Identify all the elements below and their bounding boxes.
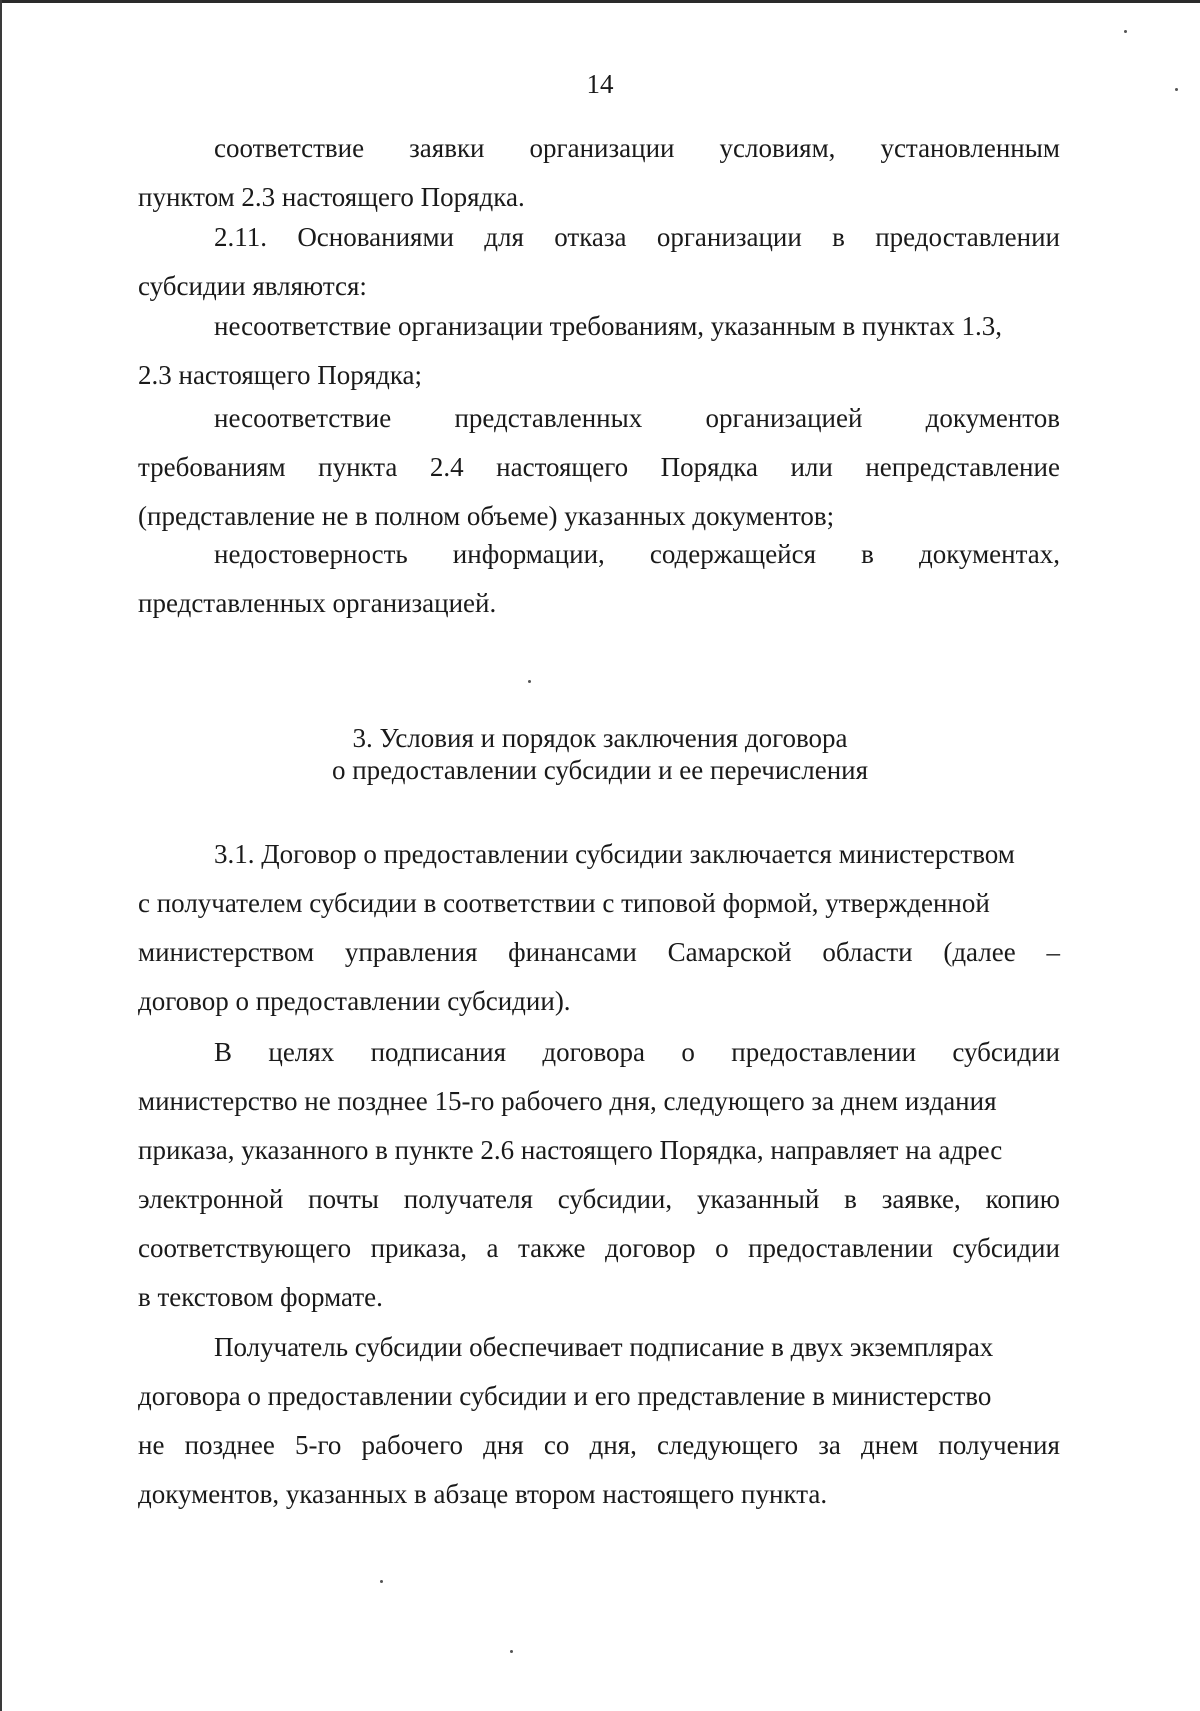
word: получения — [938, 1430, 1060, 1460]
text-line — [138, 928, 1060, 977]
word: Порядка — [660, 452, 758, 482]
word: не — [138, 1430, 165, 1460]
word: предоставлении — [731, 1037, 917, 1067]
text-line: договор о предоставлении субсидии). — [138, 986, 571, 1016]
word: дня, — [589, 1430, 637, 1460]
word: 5-го — [294, 1430, 342, 1460]
paragraph-3-1 — [138, 830, 1060, 1026]
word: также — [517, 1233, 586, 1263]
heading-line: о предоставлении субсидии и ее перечисления — [331, 755, 869, 785]
word: – — [1046, 937, 1060, 967]
word: Самарской — [667, 937, 792, 967]
text-line — [138, 213, 1060, 262]
word: несоответствие — [214, 403, 392, 433]
text-line: министерство не позднее 15-го рабочего дня, следующего за днем издания — [138, 1086, 997, 1116]
word: финансами — [508, 937, 637, 967]
word: следующего — [656, 1430, 799, 1460]
text-line: (представление не в полном объеме) указанных документов; — [138, 501, 835, 531]
word: субсидии — [952, 1037, 1060, 1067]
text-line: документов, указанных в абзаце втором настоящего пункта. — [138, 1479, 828, 1509]
word: требованиям — [138, 452, 286, 482]
text-line: Получатель субсидии обеспечивает подписание в двух экземплярах — [214, 1332, 994, 1362]
word: Основаниями — [297, 222, 454, 252]
word: управления — [344, 937, 478, 967]
word: а — [486, 1233, 499, 1263]
word: отказа — [554, 222, 627, 252]
paragraph-signing-purpose — [138, 1028, 1060, 1322]
paragraph-2-11 — [138, 213, 1060, 311]
text-line: приказа, указанного в пункте 2.6 настоящего Порядка, направляет на адрес — [138, 1135, 1003, 1165]
text-line — [138, 394, 1060, 443]
word: документах, — [918, 539, 1060, 569]
word: заявки — [409, 133, 485, 163]
paragraph-nonconformity-requirements — [138, 302, 1060, 400]
word: предоставлении — [748, 1233, 933, 1263]
word: организации — [656, 222, 802, 252]
scan-speck — [1124, 30, 1127, 33]
paragraph-nonconformity-documents — [138, 394, 1060, 541]
word: области — [822, 937, 913, 967]
text-line: субсидии являются: — [138, 271, 367, 301]
text-line: пунктом 2.3 настоящего Порядка. — [138, 182, 525, 212]
word: заявке, — [881, 1184, 961, 1214]
word: рабочего — [361, 1430, 463, 1460]
word: соответствующего — [138, 1233, 352, 1263]
word: дня — [483, 1430, 524, 1460]
word: о — [715, 1233, 729, 1263]
word: или — [790, 452, 833, 482]
word: договор — [604, 1233, 696, 1263]
word: приказа, — [370, 1233, 468, 1263]
text-line — [138, 1028, 1060, 1077]
scan-speck — [510, 1650, 513, 1653]
word: министерством — [138, 937, 315, 967]
word: за — [818, 1430, 841, 1460]
word: получателя — [403, 1184, 533, 1214]
word: договора — [542, 1037, 646, 1067]
paragraph-unreliable-info — [138, 530, 1060, 628]
section-3-heading — [0, 722, 1200, 786]
word: субсидии, — [557, 1184, 673, 1214]
word: целях — [268, 1037, 335, 1067]
word: пункта — [318, 452, 398, 482]
word: организации — [529, 133, 675, 163]
word: для — [484, 222, 524, 252]
word: условиям, — [719, 133, 836, 163]
word: (далее — [943, 937, 1016, 967]
word: 2.4 — [429, 452, 464, 482]
text-line: 3.1. Договор о предоставлении субсидии заключается министерством — [214, 839, 1015, 869]
word: копию — [985, 1184, 1060, 1214]
word: предоставлении — [875, 222, 1060, 252]
word: в — [844, 1184, 857, 1214]
text-line: 2.3 настоящего Порядка; — [138, 360, 423, 390]
paragraph-block-1 — [138, 124, 1060, 222]
text-line — [138, 530, 1060, 579]
word: В — [214, 1037, 233, 1067]
text-line — [138, 124, 1060, 173]
text-line — [138, 1421, 1060, 1470]
text-line: в текстовом формате. — [138, 1282, 383, 1312]
word: почты — [308, 1184, 379, 1214]
word: днем — [861, 1430, 919, 1460]
scan-speck — [1175, 88, 1178, 91]
word: о — [681, 1037, 695, 1067]
word: в — [832, 222, 845, 252]
word: представленных — [454, 403, 643, 433]
word: в — [861, 539, 874, 569]
word: установленным — [880, 133, 1060, 163]
text-line: представленных организацией. — [138, 588, 497, 618]
heading-line: 3. Условия и порядок заключения договора — [352, 723, 848, 753]
text-line: несоответствие организации требованиям, указанным в пунктах 1.3, — [214, 311, 1003, 341]
page-number: 14 — [586, 69, 614, 99]
text-line — [138, 1224, 1060, 1273]
word: 2.11. — [214, 222, 267, 252]
scan-speck — [380, 1580, 383, 1583]
word: недостоверность — [214, 539, 408, 569]
word: документов — [925, 403, 1060, 433]
word: содержащейся — [649, 539, 817, 569]
word: электронной — [138, 1184, 284, 1214]
word: подписания — [370, 1037, 506, 1067]
word: информации, — [452, 539, 605, 569]
scan-left-border — [0, 0, 2, 1711]
scan-speck — [528, 680, 531, 683]
word: непредставление — [865, 452, 1060, 482]
word: настоящего — [496, 452, 629, 482]
word: позднее — [184, 1430, 275, 1460]
word: организацией — [705, 403, 863, 433]
word: со — [543, 1430, 570, 1460]
word: субсидии — [952, 1233, 1060, 1263]
text-line: с получателем субсидии в соответствии с типовой формой, утвержденной — [138, 888, 990, 918]
paragraph-recipient-signing — [138, 1323, 1060, 1519]
word: соответствие — [214, 133, 365, 163]
text-line — [138, 1175, 1060, 1224]
text-line — [138, 443, 1060, 492]
scan-top-border — [0, 0, 1200, 3]
word: указанный — [696, 1184, 820, 1214]
text-line: договора о предоставлении субсидии и его представление в министерство — [138, 1381, 992, 1411]
